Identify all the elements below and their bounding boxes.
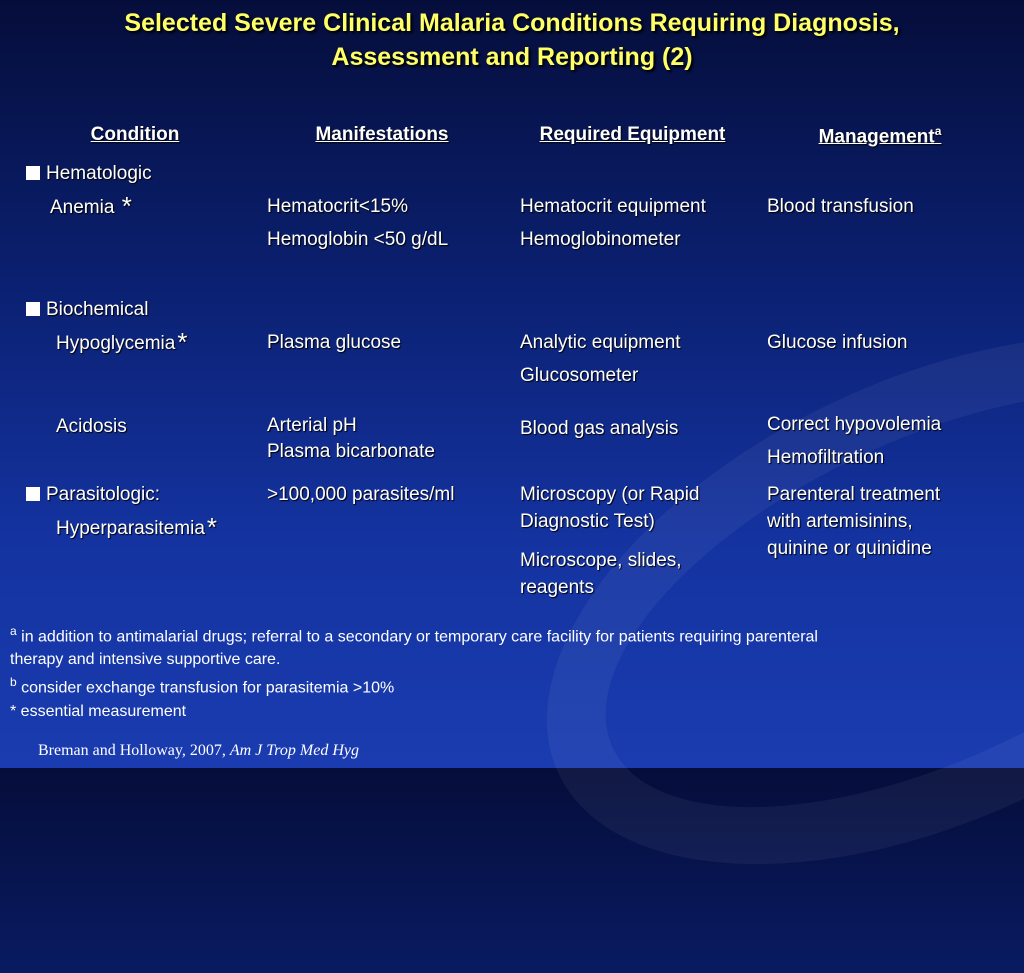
hyperparasitemia-equipment-1a: Microscopy (or Rapid [520, 484, 700, 505]
citation-authors: Breman and Holloway, 2007, [38, 742, 230, 759]
bullet-square-icon [26, 302, 40, 316]
category-biochemical [26, 296, 148, 323]
footnote-a [10, 620, 1014, 648]
hyperparasitemia-equipment-2b: reagents [520, 577, 594, 598]
footnote-a-marker: a [10, 624, 17, 638]
bullet-square-icon [26, 166, 40, 180]
hyperparasitemia-equipment-1b: Diagnostic Test) [520, 511, 655, 532]
hyperparasitemia-management-1: Parenteral treatment [767, 484, 941, 505]
bullet-square-icon [26, 487, 40, 501]
condition-hyperparasitemia-label: Hyperparasitemia [56, 518, 205, 539]
essential-asterisk: * [121, 191, 132, 221]
acidosis-management-1: Correct hypovolemia [767, 414, 942, 435]
slide-title [0, 6, 1024, 74]
anemia-management: Blood transfusion [767, 196, 914, 217]
header-required-equipment: Required Equipment [539, 124, 726, 145]
anemia-manifestation-2: Hemoglobin <50 g/dL [267, 229, 449, 250]
hyperparasitemia-equipment-2a: Microscope, slides, [520, 550, 682, 571]
citation [38, 742, 359, 760]
hyperparasitemia-management-2: with artemisinins, [767, 511, 913, 532]
footnote-star: * essential measurement [10, 702, 187, 720]
title-line-1: Selected Severe Clinical Malaria Conditions Requiring Diagnosis, [124, 9, 900, 37]
condition-anemia-label: Anemia [50, 197, 115, 218]
category-hematologic [26, 160, 152, 187]
hyperparasitemia-management-3: quinine or quinidine [767, 538, 932, 559]
essential-asterisk: * [206, 512, 218, 542]
header-management-label: Management [818, 126, 935, 148]
header-condition: Condition [90, 124, 180, 145]
anemia-manifestation-1: Hematocrit<15% [267, 196, 408, 217]
citation-journal: Am J Trop Med Hyg [229, 742, 359, 759]
acidosis-manifestation-2: Plasma bicarbonate [267, 441, 435, 462]
hypoglycemia-equipment-1: Analytic equipment [520, 332, 681, 353]
anemia-equipment-1: Hematocrit equipment [520, 196, 706, 217]
header-manifestations: Manifestations [315, 124, 449, 145]
acidosis-manifestation-1: Arterial pH [267, 415, 357, 436]
hyperparasitemia-manifestation: >100,000 parasites/ml [267, 484, 455, 505]
header-management-sup: a [934, 124, 942, 138]
condition-acidosis: Acidosis [56, 416, 127, 437]
condition-hyperparasitemia [56, 514, 217, 542]
hypoglycemia-equipment-2: Glucosometer [520, 365, 639, 386]
anemia-equipment-2: Hemoglobinometer [520, 229, 681, 250]
category-biochemical-label: Biochemical [46, 299, 149, 320]
header-management [790, 124, 970, 148]
acidosis-equipment: Blood gas analysis [520, 418, 679, 439]
hypoglycemia-manifestation: Plasma glucose [267, 332, 402, 353]
condition-hypoglycemia-label: Hypoglycemia [56, 333, 176, 354]
category-parasitologic-label: Parasitologic: [46, 484, 161, 505]
category-hematologic-label: Hematologic [46, 163, 152, 184]
condition-anemia [50, 193, 132, 221]
acidosis-management-2: Hemofiltration [767, 447, 885, 468]
title-line-2: Assessment and Reporting (2) [331, 43, 693, 71]
footnote-a-text-1: in addition to antimalarial drugs; referral to a secondary or temporary care facility for patients requiring parenteral [16, 628, 818, 646]
condition-hypoglycemia [56, 329, 187, 357]
category-parasitologic [26, 481, 160, 508]
footnote-b [10, 671, 1014, 699]
essential-asterisk: * [177, 327, 188, 357]
footnote-a-text-2: therapy and intensive supportive care. [10, 651, 281, 669]
hypoglycemia-management: Glucose infusion [767, 332, 908, 353]
footnote-b-text: consider exchange transfusion for parasitemia >10% [16, 679, 395, 697]
footnotes [10, 620, 1014, 723]
footnote-b-marker: b [10, 675, 17, 690]
